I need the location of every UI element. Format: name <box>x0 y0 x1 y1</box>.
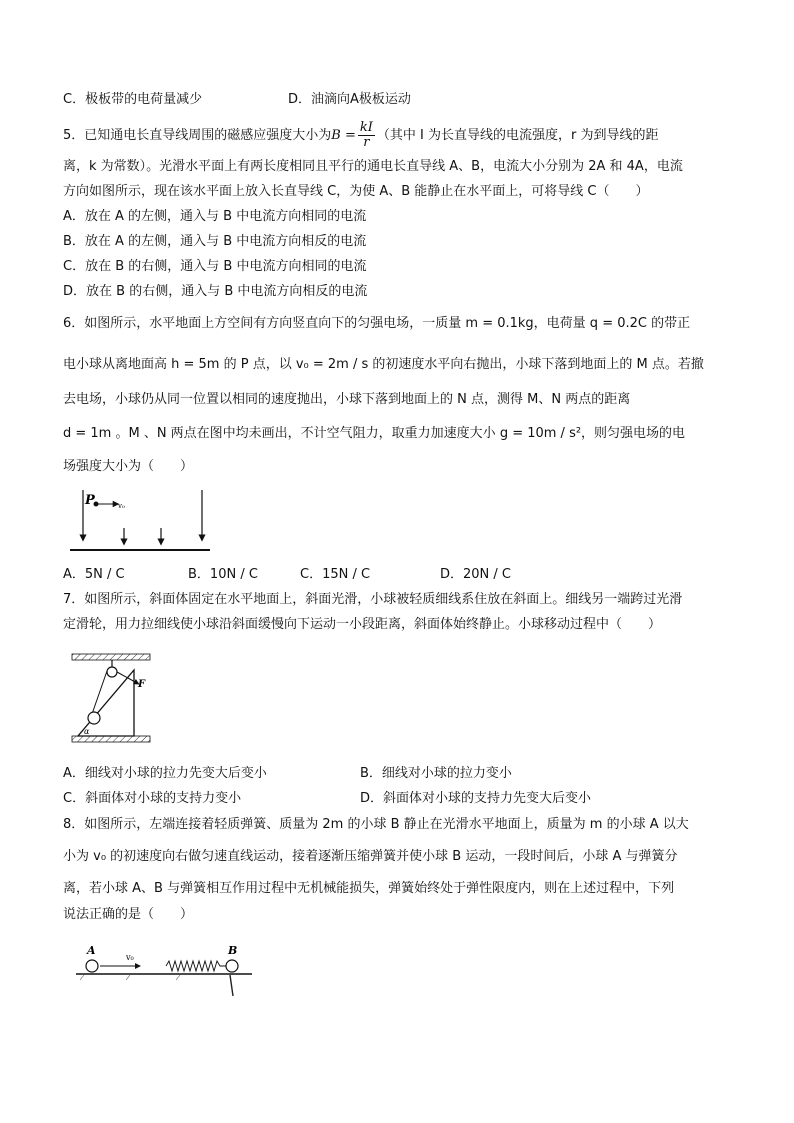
q7-option-c: C．斜面体对小球的支持力变小 <box>63 791 242 806</box>
q6-stem-line5: 场强度大小为（ ） <box>63 459 194 474</box>
q8-stem-line1: 8．如图所示，左端连接着轻质弹簧、质量为 2m 的小球 B 静止在光滑水平地面上，质量为 m 的小球 A 以大 <box>63 817 689 832</box>
q6-option-c: C．15N / C <box>300 567 371 582</box>
q7-ball <box>88 712 100 724</box>
q8-spring-figure <box>70 938 260 1004</box>
q5-formula-fraction <box>358 121 375 150</box>
q8-label-a: A <box>87 944 96 957</box>
q8-label-b: B <box>228 944 238 957</box>
q7-label-f: F <box>138 679 146 690</box>
q5-stem-a: 5．已知通电长直导线周围的磁感应强度大小为 <box>63 128 332 143</box>
q5-option-b: B．放在 A 的左侧，通入与 B 中电流方向相反的电流 <box>63 234 367 249</box>
q6-label-v0: v₀ <box>118 502 125 510</box>
q7-pulley <box>107 667 117 677</box>
q8-label-v0: v₀ <box>126 953 134 962</box>
q8-ball-a <box>86 960 98 972</box>
q5-stem-line3: 方向如图所示，现在该水平面上放入长直导线 C，为使 A、B 能静止在水平面上，可将导线 C（ ） <box>63 184 649 199</box>
q6-label-p: P <box>85 493 95 508</box>
q8-spring <box>166 961 226 971</box>
q7-ground <box>72 736 150 742</box>
q7-ceiling <box>72 654 150 660</box>
q5-formula-numerator: kI <box>359 120 373 135</box>
q7-option-d: D．斜面体对小球的支持力先变大后变小 <box>360 791 592 806</box>
q6-option-b: B．10N / C <box>188 567 258 582</box>
q8-ground-hatch-3 <box>176 975 180 980</box>
q8-ground-hatch-2 <box>126 975 130 980</box>
q7-option-a: A．细线对小球的拉力先变大后变小 <box>63 766 267 781</box>
q8-stem-line4: 说法正确的是（ ） <box>63 907 194 922</box>
q8-stem-line3: 离，若小球 A、B 与弹簧相互作用过程中无机械能损失，弹簧始终处于弹性限度内，则在上述过程中，下列 <box>63 881 675 896</box>
q5-stem-b: （其中 I 为长直导线的电流强度，r 为到导线的距 <box>376 128 659 143</box>
q8-ball-b <box>226 960 238 972</box>
q6-option-d: D．20N / C <box>440 567 511 582</box>
q6-stem-line2: 电小球从离地面高 h = 5m 的 P 点，以 v₀ = 2m / s 的初速度水平向右抛出，小球下落到地面上的 M 点。若撤 <box>63 357 704 372</box>
prev-option-c: C．极板带的电荷量减少 <box>63 92 203 107</box>
q6-stem-line1: 6．如图所示，水平地面上方空间有方向竖直向下的匀强电场，一质量 m = 0.1kg，电荷量 q = 0.2C 的带正 <box>63 316 691 331</box>
q5-formula-lhs: B = <box>331 128 356 143</box>
q7-stem-line1: 7．如图所示，斜面体固定在水平地面上，斜面光滑，小球被轻质细线系住放在斜面上。细线另一端跨过光滑 <box>63 592 683 607</box>
q5-formula-denominator: r <box>363 135 370 150</box>
q5-option-c: C．放在 B 的右侧，通入与 B 中电流方向相同的电流 <box>63 259 367 274</box>
q6-electric-field-figure <box>64 484 214 558</box>
q5-option-d: D．放在 B 的右侧，通入与 B 中电流方向相反的电流 <box>63 284 368 299</box>
q6-stem-line4: d = 1m 。M 、N 两点在图中均未画出，不计空气阻力，取重力加速度大小 g = 10m / s²，则匀强电场的电 <box>63 426 686 441</box>
q5-stem-line2: 离，k 为常数）。光滑水平面上有两长度相同且平行的通电长直导线 A、B，电流大小分别为 2A 和 4A，电流 <box>63 159 683 174</box>
q7-incline-figure <box>70 650 152 746</box>
q7-stem-line2: 定滑轮，用力拉细线使小球沿斜面缓慢向下运动一小段距离，斜面体始终静止。小球移动过程中（ ） <box>63 617 662 632</box>
q8-ground-hatch-4 <box>230 975 233 996</box>
q7-option-b: B．细线对小球的拉力变小 <box>360 766 512 781</box>
q7-label-alpha: α <box>84 727 90 736</box>
q6-stem-line3: 去电场，小球仍从同一位置以相同的速度抛出，小球下落到地面上的 N 点，测得 M、N 两点的距离 <box>63 392 631 407</box>
q6-option-a: A．5N / C <box>63 567 125 582</box>
prev-option-d: D．油滴向A极板运动 <box>288 92 411 107</box>
q5-stem-line1 <box>63 121 658 150</box>
q8-ground-hatch-1 <box>80 975 84 980</box>
q8-stem-line2: 小为 v₀ 的初速度向右做匀速直线运动，接着逐渐压缩弹簧并使小球 B 运动，一段时间后，小球 A 与弹簧分 <box>63 849 678 864</box>
q5-option-a: A．放在 A 的左侧，通入与 B 中电流方向相同的电流 <box>63 209 367 224</box>
